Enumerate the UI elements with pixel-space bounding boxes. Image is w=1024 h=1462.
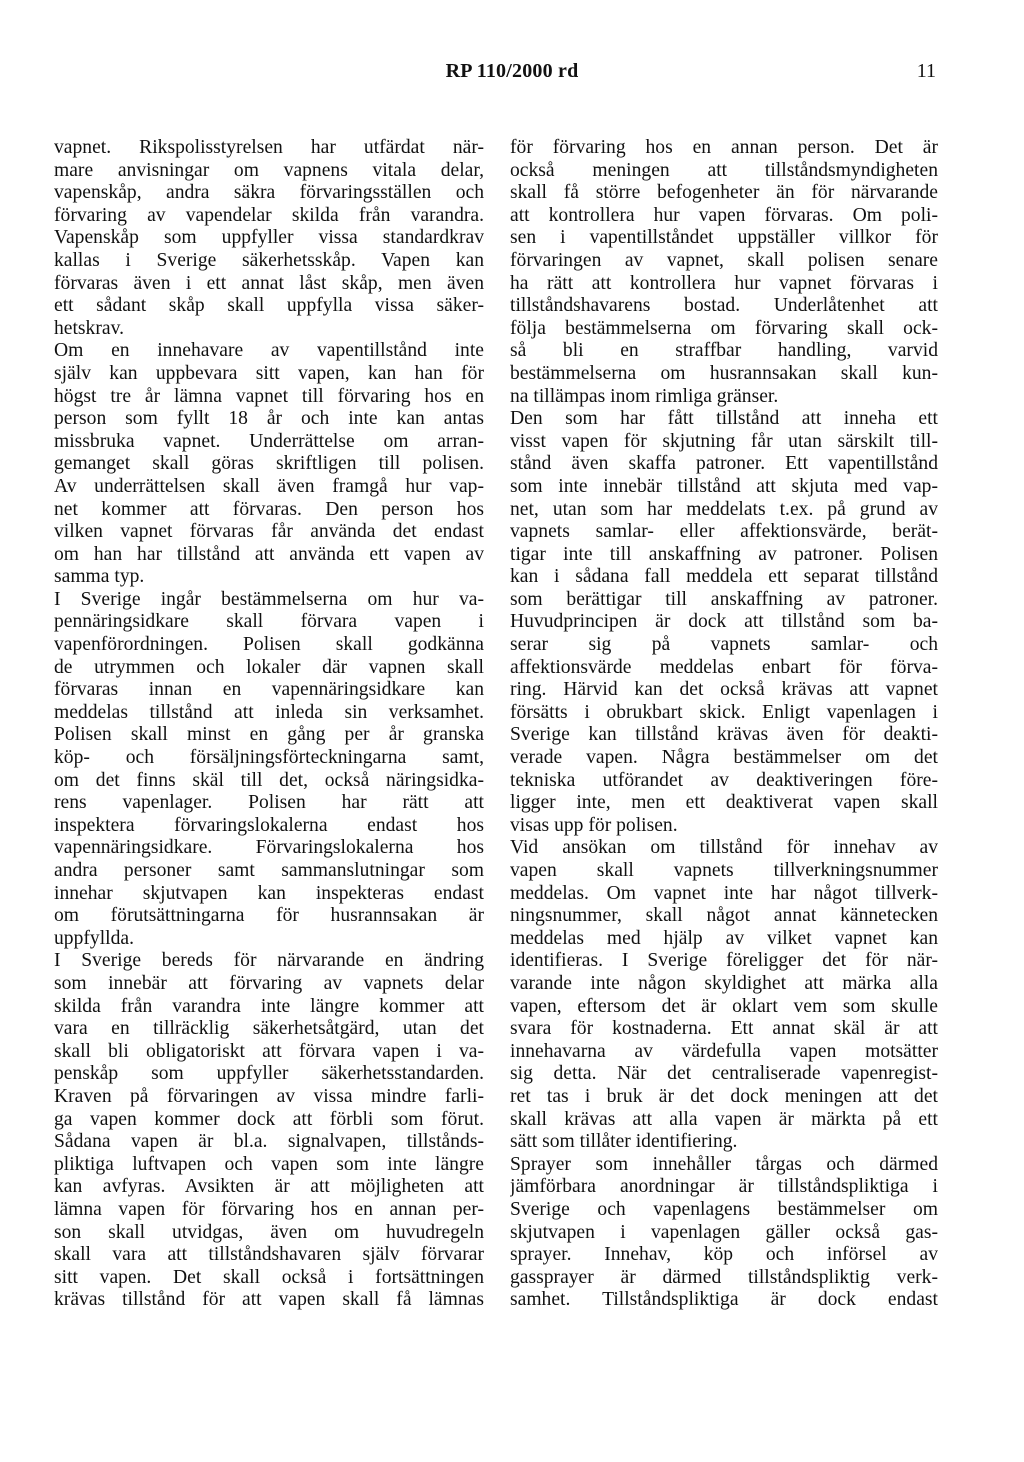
text-line: vapnet. Rikspolisstyrelsen har utfärdat när- [54, 137, 484, 158]
text-line: meddelas tillstånd att inleda sin verksamhet. [54, 701, 484, 723]
text-line: andra personer samt sammanslutningar som [54, 860, 484, 881]
text-line: hetskrav. [54, 317, 125, 339]
text-line: stånd även skaffa patroner. Ett vapentillstånd [510, 453, 938, 475]
page-header [0, 60, 1024, 90]
paragraph [510, 137, 938, 408]
text-line: vapen skall vapnets tillverkningsnummer [510, 860, 938, 881]
text-line: affektionsvärde meddelas enbart för förva- [510, 656, 938, 678]
text-line: Kraven på förvaringen av vissa mindre farli- [54, 1085, 484, 1107]
text-line: om det finns skäl till det, också näringsidka- [54, 769, 484, 791]
text-line: ligger inte, men ett deaktiverat vapen skall [510, 792, 938, 814]
text-line: förvaras även i ett annat låst skåp, men även [54, 272, 484, 294]
text-line: om han har tillstånd att använda ett vapen av [54, 543, 484, 565]
text-line: mare anvisningar om vapnens vitala delar, [54, 159, 484, 181]
text-line: sig detta. När det centraliserade vapenregist- [510, 1063, 938, 1085]
text-line: sitt vapen. Det skall också i fortsättningen [54, 1266, 484, 1288]
text-line: förvaring av vapendelar skilda från varandra. [54, 204, 484, 226]
text-line: som berättigar till anskaffning av patroner. [510, 588, 938, 610]
paragraph [510, 837, 938, 1153]
text-line: som innebär att förvaring av vapnets delar [54, 972, 484, 994]
text-line: vapennäringsidkare. Förvaringslokalerna hos [54, 837, 484, 859]
text-line: för förvaring hos en annan person. Det är [510, 137, 938, 158]
text-line: de utrymmen och lokaler där vapnen skall [54, 656, 484, 678]
text-line: Vid ansökan om tillstånd för innehav av [510, 837, 938, 859]
text-line: vapen, eftersom det är oklart vem som skulle [510, 995, 938, 1017]
text-line: vapenskåp, andra säkra förvaringsställen och [54, 182, 484, 204]
text-line: sätt som tillåter identifiering. [510, 1131, 738, 1153]
text-line: kallas i Sverige säkerhetsskåp. Vapen kan [54, 249, 484, 271]
paragraph [54, 950, 484, 1312]
text-line: ret tas i bruk är det dock meningen att det [510, 1085, 938, 1107]
document-reference: RP 110/2000 rd [445, 60, 579, 82]
text-line: Polisen skall minst en gång per år granska [54, 724, 484, 746]
text-line: vilken vapnet förvaras får använda det endast [54, 521, 484, 543]
text-line: innehavarna av värdefulla vapen motsätter [510, 1040, 938, 1062]
text-line: pliktiga luftvapen och vapen som inte längre [54, 1153, 484, 1175]
text-line: I Sverige ingår bestämmelserna om hur va- [54, 588, 484, 610]
text-line: pennäringsidkare skall förvara vapen i [54, 611, 484, 633]
text-line: vapenförordningen. Polisen skall godkänna [54, 634, 484, 656]
text-line: kan avfyras. Avsikten är att möjligheten att [54, 1176, 484, 1198]
text-line: Sverige och vapenlagens bestämmelser om [510, 1198, 938, 1220]
text-line: visst vapen för skjutning får utan särskilt till- [510, 430, 938, 452]
text-line: gassprayer är därmed tillståndspliktig verk- [510, 1266, 938, 1288]
text-line: innehar skjutvapen kan inspekteras endast [54, 882, 484, 904]
text-line: Sådana vapen är bl.a. signalvapen, tillstånds- [54, 1131, 484, 1153]
text-line: varande inte någon skyldighet att märka alla [510, 972, 938, 994]
text-line: kan i sådana fall meddela ett separat tillstånd [510, 566, 938, 588]
text-line: na tillämpas inom rimliga gränser. [510, 385, 779, 407]
text-line: tillståndshavarens bostad. Underlåtenhet att [510, 295, 938, 317]
text-line: net, utan som har meddelats t.ex. på grund av [510, 498, 938, 520]
text-line: högst tre år lämna vapnet till förvaring hos en [54, 385, 484, 407]
right-text-column [510, 137, 938, 1312]
text-line: meddelas med hjälp av vilket vapnet kan [510, 927, 938, 949]
text-line: förvaringen av vapnet, skall polisen senare [510, 249, 938, 271]
text-line: Den som har fått tillstånd att inneha ett [510, 408, 938, 430]
text-line: samhet. Tillståndspliktiga är dock endast [510, 1289, 938, 1311]
text-line: jämförbara anordningar är tillståndspliktiga i [510, 1176, 938, 1198]
text-line: rens vapenlager. Polisen har rätt att [54, 792, 484, 814]
paragraph [54, 340, 484, 589]
paragraph [510, 1154, 938, 1312]
text-line: lämna vapen för förvaring hos en annan per- [54, 1198, 484, 1220]
text-line: ha rätt att kontrollera hur vapnet förvaras i [510, 272, 938, 294]
text-line: svara för kostnaderna. Ett annat skäl är att [510, 1018, 938, 1040]
text-line: sen i vapentillståndet uppställer villkor för [510, 227, 938, 249]
text-line: förvaras innan en vapennäringsidkare kan [54, 679, 484, 701]
text-line: ga vapen kommer dock att förbli som förut. [54, 1108, 484, 1130]
text-line: inspektera förvaringslokalerna endast hos [54, 814, 484, 836]
text-line: missbruka vapnet. Underrättelse om arran- [54, 430, 484, 452]
text-line: Av underrättelsen skall även framgå hur vap- [54, 475, 484, 497]
left-text-column [54, 137, 484, 1312]
text-line: person som fyllt 18 år och inte kan antas [54, 408, 484, 430]
text-line: försätts i obrukbart skick. Enligt vapenlagen i [510, 701, 938, 723]
text-line: skjutvapen i vapenlagen gäller också gas- [510, 1221, 938, 1243]
text-line: bestämmelserna om husrannsakan skall kun- [510, 362, 938, 384]
text-line: också meningen att tillståndsmyndigheten [510, 159, 938, 181]
paragraph [54, 137, 484, 340]
text-line: skall vara att tillståndshavaren själv förvarar [54, 1244, 484, 1266]
text-line: Vapenskåp som uppfyller vissa standardkrav [54, 227, 484, 249]
text-line: tigar inte till anskaffning av patroner. Polisen [510, 543, 938, 565]
text-line: I Sverige bereds för närvarande en ändring [54, 950, 484, 972]
text-line: skall krävas att alla vapen är märkta på ett [510, 1108, 938, 1130]
text-line: själv kan uppbevara sitt vapen, kan han för [54, 362, 484, 384]
text-line: serar sig på vapnets samlar- och [510, 634, 938, 656]
text-line: om förutsättningarna för husrannsakan är [54, 905, 484, 927]
text-line: uppfyllda. [54, 927, 134, 949]
text-line: skall bli obligatoriskt att förvara vapen i va- [54, 1040, 484, 1062]
text-line: gemanget skall göras skriftligen till polisen. [54, 453, 484, 475]
text-line: vara en tillräcklig säkerhetsåtgärd, utan det [54, 1018, 484, 1040]
page-number: 11 [916, 60, 936, 82]
paragraph [510, 408, 938, 837]
text-line: visas upp för polisen. [510, 814, 678, 836]
text-line: meddelas. Om vapnet inte har något tillverk- [510, 882, 938, 904]
text-line: identifieras. I Sverige föreligger det för när- [510, 950, 938, 972]
text-line: ningsnummer, skall något annat kännetecken [510, 905, 938, 927]
text-line: köp- och försäljningsförteckningarna samt, [54, 747, 484, 769]
text-line: ring. Härvid kan det också krävas att vapnet [510, 679, 938, 701]
text-line: följa bestämmelserna om förvaring skall ock- [510, 317, 938, 339]
text-line: som inte innebär tillstånd att skjuta med vap- [510, 475, 938, 497]
text-line: samma typ. [54, 566, 145, 588]
text-line: skall få större befogenheter än för närvarande [510, 182, 938, 204]
text-line: Huvudprincipen är dock att tillstånd som ba- [510, 611, 938, 633]
text-line: sprayer. Innehav, köp och införsel av [510, 1244, 938, 1266]
text-line: Sverige kan tillstånd krävas även för deakti- [510, 724, 938, 746]
text-line: skilda från varandra inte längre kommer att [54, 995, 484, 1017]
text-line: att kontrollera hur vapen förvaras. Om poli- [510, 204, 938, 226]
text-line: verade vapen. Några bestämmelser om det [510, 747, 938, 769]
paragraph [54, 589, 484, 951]
text-line: net kommer att förvaras. Den person hos [54, 498, 484, 520]
text-line: son skall utvidgas, även om huvudregeln [54, 1221, 484, 1243]
text-line: tekniska utförandet av deaktiveringen före- [510, 769, 938, 791]
text-line: Om en innehavare av vapentillstånd inte [54, 340, 484, 362]
text-line: ett sådant skåp skall uppfylla vissa säker- [54, 295, 484, 317]
text-line: vapnets samlar- eller affektionsvärde, berät- [510, 521, 938, 543]
text-line: Sprayer som innehåller tårgas och därmed [510, 1153, 938, 1175]
text-line: krävas tillstånd för att vapen skall få lämnas [54, 1289, 484, 1311]
text-line: penskåp som uppfyller säkerhetsstandarden. [54, 1063, 484, 1085]
text-line: så bli en straffbar handling, varvid [510, 340, 938, 362]
